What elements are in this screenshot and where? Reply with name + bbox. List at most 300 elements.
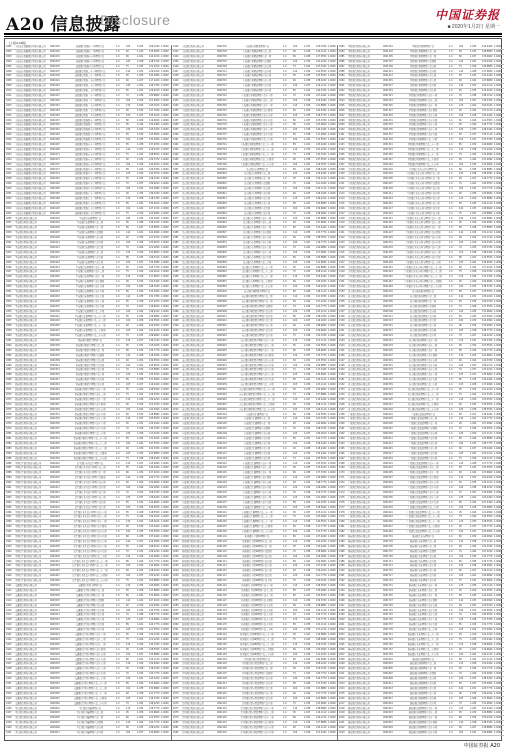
row-code: 0000433 — [50, 540, 64, 545]
row-seq: 1817 — [6, 123, 14, 128]
row-product: 浦发银行聚鑫五十五号理财产品 — [65, 153, 115, 158]
row-value-5: 1.0000 — [494, 246, 504, 251]
row-value-1: 1.0 — [116, 148, 125, 153]
row-value-2: 85 — [459, 437, 469, 442]
row-value-4: 122.3330 — [482, 241, 493, 246]
row-code: 0000327 — [50, 403, 64, 408]
row-company: 广发银行股份有限公司 — [348, 447, 382, 452]
row-value-2: 90 — [126, 324, 136, 329]
row-value-4: 133.4400 — [149, 217, 160, 222]
row-product: 北京银行心喜理财产品十期 — [232, 212, 282, 217]
row-value-3: 1.043 — [137, 388, 148, 393]
row-value-2: 120 — [459, 677, 469, 682]
row-product: 浦发银行聚鑫七十七号理财产品 — [65, 207, 115, 212]
row-product: 北京银行心喜理财产品十二期 — [232, 221, 282, 226]
row-seq: 1827 — [6, 172, 14, 177]
row-code: 0001817 — [383, 697, 397, 702]
row-value-2: 80 — [459, 55, 469, 60]
row-product: 华夏银行增盈理财产品十八期 — [398, 128, 448, 133]
row-value-1: 1.0 — [449, 589, 458, 594]
row-code: 0001125 — [217, 594, 231, 599]
row-company: 兴业银行股份有限公司 — [348, 231, 382, 236]
row-value-2: 100 — [459, 285, 469, 290]
row-product: 浙商银行永乐理财产品二十二期 — [398, 638, 448, 643]
row-value-3: 1.029 — [137, 481, 148, 486]
row-product: 宁波银行汇通理财产品八期 — [232, 447, 282, 452]
row-value-4: 117.2220 — [149, 432, 160, 437]
row-product: 民生银行非凡资产管理产品十期 — [65, 506, 115, 511]
row-value-3: 1.034 — [137, 202, 148, 207]
row-seq: 2154 — [339, 393, 347, 398]
row-value-2: 105 — [459, 506, 469, 511]
row-value-1: 1.0 — [116, 623, 125, 628]
row-value-3: 1.039 — [470, 378, 481, 383]
row-seq: 1929 — [6, 672, 14, 677]
row-code: 0001041 — [217, 511, 231, 516]
row-code: 0001625 — [383, 471, 397, 476]
row-value-3: 1.040 — [137, 251, 148, 256]
row-seq: 1918 — [6, 618, 14, 623]
row-product: 浦发银行聚鑫二十五号理财产品 — [65, 79, 115, 84]
row-value-1: 1.0 — [116, 555, 125, 560]
row-product: 浙商银行永乐理财产品十七期 — [398, 613, 448, 618]
row-code: 0001017 — [217, 452, 231, 457]
row-value-3: 1.029 — [304, 182, 315, 187]
row-product: 平安银行安盈理财产品十三期 — [65, 275, 115, 280]
row-code: 0000331 — [50, 413, 64, 418]
row-company: 渤海银行股份有限公司 — [348, 716, 382, 721]
row-value-5: 1.0000 — [161, 662, 171, 667]
row-company: 北京银行股份有限公司 — [182, 182, 216, 187]
row-value-2: 70 — [459, 491, 469, 496]
row-value-3: 1.029 — [304, 496, 315, 501]
row-product: 浦发银行聚鑫二十三号理财产品 — [65, 74, 115, 79]
row-seq: 1932 — [6, 687, 14, 692]
row-product: 光大银行阳光理财产品十三期 — [398, 349, 448, 354]
row-seq: 1868 — [6, 373, 14, 378]
row-company: 南京银行股份有限公司 — [182, 388, 216, 393]
row-value-3: 1.035 — [137, 530, 148, 535]
row-value-3: 1.042 — [470, 393, 481, 398]
row-seq: 1939 — [6, 721, 14, 726]
row-value-4: 137.7770 — [149, 692, 160, 697]
row-company: 交通银行股份有限公司 — [15, 594, 49, 599]
row-product: 中信银行共赢理财产品六期 — [65, 731, 115, 736]
row-seq: 1920 — [6, 628, 14, 633]
row-company: 宁波银行股份有限公司 — [182, 506, 216, 511]
row-value-3: 1.041 — [470, 104, 481, 109]
row-value-1: 1.0 — [449, 212, 458, 217]
row-company: 杭州银行股份有限公司 — [182, 535, 216, 540]
row-value-4: 117.1020 — [149, 79, 160, 84]
row-code: 0000739 — [217, 138, 231, 143]
row-value-1: 1.0 — [449, 501, 458, 506]
row-product: 宁波银行汇通理财产品十四期 — [232, 476, 282, 481]
row-value-3: 1.028 — [137, 60, 148, 65]
row-seq: 1808 — [6, 79, 14, 84]
row-value-1: 1.0 — [116, 300, 125, 305]
row-seq: 1867 — [6, 368, 14, 373]
row-value-1: 1.0 — [283, 324, 292, 329]
row-code: 0000817 — [217, 207, 231, 212]
row-company: 江苏银行股份有限公司 — [182, 677, 216, 682]
row-product: 宁波银行汇通理财产品十一期 — [232, 462, 282, 467]
row-value-4: 130.2220 — [149, 515, 160, 520]
row-value-1: 1.0 — [449, 648, 458, 653]
row-value-3: 1.028 — [470, 618, 481, 623]
row-code: 0001301 — [383, 45, 397, 50]
row-seq: 1862 — [6, 344, 14, 349]
row-value-2: 120 — [459, 555, 469, 560]
row-value-1: 1.0 — [283, 672, 292, 677]
row-value-1: 1.0 — [449, 408, 458, 413]
row-product: 招商银行朝招金理财产品十二期 — [65, 393, 115, 398]
row-product: 宁波银行汇通理财产品十九期 — [232, 501, 282, 506]
row-value-1: 1.0 — [116, 128, 125, 133]
row-value-4: 134.2220 — [149, 398, 160, 403]
row-value-1: 1.0 — [449, 584, 458, 589]
row-value-4: 133.5550 — [482, 403, 493, 408]
row-product: 交通银行得利宝理财产品十八期 — [65, 667, 115, 672]
row-value-3: 1.027 — [137, 79, 148, 84]
row-value-2: 120 — [126, 677, 136, 682]
row-value-3: 1.039 — [304, 364, 315, 369]
row-value-1: 1.0 — [116, 574, 125, 579]
row-value-4: 135.2220 — [482, 368, 493, 373]
row-value-2: 115 — [293, 520, 303, 525]
row-value-1: 1.0 — [449, 707, 458, 712]
row-code: 0001229 — [217, 726, 231, 731]
row-value-4: 131.7770 — [482, 623, 493, 628]
row-value-3: 1.036 — [137, 398, 148, 403]
row-value-1: 1.0 — [116, 79, 125, 84]
row-seq: 2152 — [339, 383, 347, 388]
row-code: 0000311 — [50, 364, 64, 369]
row-product: 北京银行心喜理财产品十一期 — [232, 217, 282, 222]
row-value-4: 142.8880 — [482, 437, 493, 442]
row-value-4: 125.6660 — [482, 373, 493, 378]
row-value-5: 1.0000 — [161, 555, 171, 560]
row-value-3: 1.028 — [470, 226, 481, 231]
row-code: 0001305 — [383, 55, 397, 60]
row-value-1: 1.0 — [283, 202, 292, 207]
row-company: 浙商银行股份有限公司 — [348, 564, 382, 569]
row-value-1: 1.0 — [283, 275, 292, 280]
row-seq: 2104 — [339, 148, 347, 153]
row-value-5: 1.0000 — [161, 60, 171, 65]
row-value-2: 105 — [293, 329, 303, 334]
row-value-1: 1.0 — [449, 628, 458, 633]
row-value-4: 127.9990 — [482, 422, 493, 427]
row-value-2: 90 — [293, 481, 303, 486]
row-code: 0000207 — [50, 231, 64, 236]
row-value-2: 105 — [293, 187, 303, 192]
row-product: 招商银行朝招金理财产品 — [65, 339, 115, 344]
row-value-5: 1.0000 — [328, 70, 338, 75]
row-value-3: 1.032 — [304, 329, 315, 334]
row-value-3: 1.038 — [470, 172, 481, 177]
row-company: 浙商银行股份有限公司 — [348, 618, 382, 623]
row-code: 0000833 — [217, 246, 231, 251]
row-value-3: 1.038 — [470, 643, 481, 648]
row-company: 广发银行股份有限公司 — [348, 427, 382, 432]
row-company: 上海银行股份有限公司 — [182, 65, 216, 70]
row-value-2: 105 — [293, 574, 303, 579]
row-value-3: 1.034 — [304, 452, 315, 457]
row-code: 0001533 — [383, 368, 397, 373]
row-product: 广发银行薪加薪理财产品五期 — [398, 432, 448, 437]
row-product: 江苏银行聚宝财富理财产品九期 — [232, 697, 282, 702]
row-value-4: 138.3330 — [482, 721, 493, 726]
row-value-3: 1.040 — [304, 658, 315, 663]
row-value-1: 1.0 — [116, 388, 125, 393]
row-product: 平安银行安盈理财产品十六期 — [65, 290, 115, 295]
row-value-5: 1.0000 — [494, 221, 504, 226]
row-value-3: 1.029 — [304, 339, 315, 344]
row-value-5: 1.0000 — [161, 378, 171, 383]
row-value-2: 70 — [126, 550, 136, 555]
row-value-2: 85 — [293, 256, 303, 261]
row-value-2: 110 — [293, 231, 303, 236]
row-product: 广发银行薪加薪理财产品十七期 — [398, 491, 448, 496]
row-company: 上海浦东发展银行股份有限公司 — [15, 74, 49, 79]
row-value-2: 85 — [293, 202, 303, 207]
row-value-1: 1.0 — [283, 530, 292, 535]
row-value-1: 1.0 — [283, 579, 292, 584]
row-value-5: 1.0000 — [161, 359, 171, 364]
row-value-3: 1.029 — [470, 511, 481, 516]
row-value-5: 1.0000 — [494, 55, 504, 60]
row-value-5: 1.0000 — [328, 417, 338, 422]
row-product: 广发银行薪加薪理财产品十四期 — [398, 476, 448, 481]
row-company: 华夏银行股份有限公司 — [348, 99, 382, 104]
row-value-5: 1.0000 — [494, 207, 504, 212]
row-value-3: 1.037 — [470, 604, 481, 609]
row-seq: 1885 — [6, 457, 14, 462]
row-value-4: 133.5550 — [316, 74, 327, 79]
row-value-4: 136.2220 — [316, 197, 327, 202]
row-value-5: 1.0000 — [161, 550, 171, 555]
row-value-4: 127.2220 — [482, 266, 493, 271]
row-seq: 2129 — [339, 270, 347, 275]
row-value-1: 1.0 — [449, 290, 458, 295]
row-code: 0000201 — [50, 217, 64, 222]
row-value-4: 116.1110 — [482, 569, 493, 574]
row-value-1: 1.0 — [283, 711, 292, 716]
row-value-3: 1.029 — [137, 324, 148, 329]
row-value-3: 1.036 — [304, 569, 315, 574]
row-value-3: 1.034 — [304, 687, 315, 692]
row-value-1: 1.0 — [449, 476, 458, 481]
row-code: 0001329 — [383, 114, 397, 119]
row-product: 中信银行共赢理财产品四期 — [65, 721, 115, 726]
row-value-1: 1.0 — [116, 256, 125, 261]
row-value-3: 1.035 — [470, 716, 481, 721]
row-product: 渤海银行渤盈理财产品九期 — [398, 697, 448, 702]
row-value-4: 138.1020 — [149, 221, 160, 226]
row-company: 平安银行股份有限公司 — [15, 334, 49, 339]
row-value-4: 147.3330 — [482, 393, 493, 398]
row-value-2: 85 — [126, 202, 136, 207]
row-value-4: 147.9990 — [482, 158, 493, 163]
row-value-2: 95 — [459, 74, 469, 79]
row-value-2: 90 — [126, 158, 136, 163]
row-value-3: 1.027 — [304, 319, 315, 324]
row-value-4: 125.2220 — [316, 280, 327, 285]
row-product: 杭州银行幸福99理财产品十七期 — [232, 613, 282, 618]
row-value-3: 1.041 — [137, 55, 148, 60]
row-product: 南京银行珠联璧合理财产品二十三期 — [232, 398, 282, 403]
row-product: 华夏银行增盈理财产品二十三期 — [398, 153, 448, 158]
row-value-1: 1.0 — [116, 618, 125, 623]
row-seq: 1848 — [6, 275, 14, 280]
row-company: 杭州银行股份有限公司 — [182, 584, 216, 589]
row-seq: 1942 — [173, 45, 181, 50]
row-value-2: 120 — [459, 432, 469, 437]
row-value-1: 1.0 — [283, 192, 292, 197]
row-company: 上海银行股份有限公司 — [182, 114, 216, 119]
row-company: 渤海银行股份有限公司 — [348, 726, 382, 731]
row-value-4: 123.8880 — [149, 368, 160, 373]
row-product: 平安银行安盈理财产品四期 — [65, 231, 115, 236]
row-value-3: 1.038 — [137, 300, 148, 305]
row-product: 浙商银行永乐理财产品八期 — [398, 569, 448, 574]
row-code: 0001121 — [217, 584, 231, 589]
row-value-1: 1.0 — [449, 344, 458, 349]
row-value-5: 1.0000 — [328, 623, 338, 628]
row-code: 0000211 — [50, 241, 64, 246]
row-product: 招商银行朝招金理财产品八期 — [65, 373, 115, 378]
row-value-3: 1.027 — [137, 618, 148, 623]
row-company: 南京银行股份有限公司 — [182, 408, 216, 413]
row-value-1: 1.0 — [283, 393, 292, 398]
row-product: 光大银行阳光理财产品二十四期 — [398, 403, 448, 408]
row-value-1: 1.0 — [116, 501, 125, 506]
row-seq: 2040 — [173, 525, 181, 530]
row-company: 兴业银行股份有限公司 — [348, 197, 382, 202]
row-value-1: 1.0 — [449, 123, 458, 128]
row-company: 光大银行股份有限公司 — [348, 388, 382, 393]
row-value-3: 1.033 — [304, 270, 315, 275]
row-company: 浙商银行股份有限公司 — [348, 550, 382, 555]
row-value-4: 131.9990 — [482, 702, 493, 707]
row-company: 中国民生银行股份有限公司 — [15, 560, 49, 565]
row-value-5: 1.0000 — [328, 373, 338, 378]
row-value-2: 80 — [126, 226, 136, 231]
row-value-5: 1.0000 — [161, 466, 171, 471]
row-seq: 2001 — [173, 334, 181, 339]
row-value-1: 1.0 — [116, 207, 125, 212]
row-company: 华夏银行股份有限公司 — [348, 109, 382, 114]
row-value-1: 1.0 — [449, 315, 458, 320]
row-value-2: 100 — [293, 731, 303, 736]
row-value-1: 1.0 — [116, 251, 125, 256]
row-company: 招商银行股份有限公司 — [15, 349, 49, 354]
row-product: 光大银行阳光理财产品十二期 — [398, 344, 448, 349]
row-seq: 1922 — [6, 638, 14, 643]
row-value-4: 131.2220 — [482, 388, 493, 393]
row-value-1: 1.0 — [116, 305, 125, 310]
row-product: 广发银行薪加薪理财产品十八期 — [398, 496, 448, 501]
row-value-4: 142.8880 — [316, 266, 327, 271]
row-company: 北京银行股份有限公司 — [182, 236, 216, 241]
row-seq: 2223 — [339, 731, 347, 736]
row-value-3: 1.039 — [137, 74, 148, 79]
row-product: 南京银行珠联璧合理财产品十一期 — [232, 339, 282, 344]
row-seq: 1947 — [173, 70, 181, 75]
row-product: 渤海银行渤盈理财产品七期 — [398, 687, 448, 692]
row-seq: 2041 — [173, 530, 181, 535]
row-value-4: 117.4440 — [316, 368, 327, 373]
row-value-5: 1.0000 — [494, 94, 504, 99]
row-product: 上海银行易精灵理财产品二十二期 — [232, 148, 282, 153]
row-value-4: 134.5550 — [316, 413, 327, 418]
row-code: 0000937 — [217, 378, 231, 383]
row-product: 广发银行薪加薪理财产品十期 — [398, 457, 448, 462]
row-value-3: 1.030 — [304, 226, 315, 231]
row-value-2: 75 — [459, 65, 469, 70]
row-value-5: 1.0000 — [161, 94, 171, 99]
row-seq: 2150 — [339, 373, 347, 378]
row-value-3: 1.038 — [470, 329, 481, 334]
row-code: 0001511 — [383, 315, 397, 320]
row-value-5: 1.0000 — [161, 168, 171, 173]
row-company: 招商银行股份有限公司 — [15, 413, 49, 418]
row-company: 浙商银行股份有限公司 — [348, 628, 382, 633]
row-value-2: 80 — [126, 471, 136, 476]
row-value-1: 1.0 — [449, 555, 458, 560]
row-product: 华夏银行增盈理财产品十二期 — [398, 99, 448, 104]
row-code: 0001049 — [217, 530, 231, 535]
row-company: 交通银行股份有限公司 — [15, 662, 49, 667]
row-value-4: 147.8880 — [482, 79, 493, 84]
row-value-5: 1.0000 — [161, 212, 171, 217]
row-value-5: 1.0000 — [161, 241, 171, 246]
row-value-2: 85 — [459, 143, 469, 148]
row-code: 0001203 — [217, 662, 231, 667]
row-code: 0001145 — [217, 643, 231, 648]
row-value-3: 1.030 — [470, 555, 481, 560]
row-value-5: 1.0000 — [161, 408, 171, 413]
row-seq: 2131 — [339, 280, 347, 285]
row-seq: 1951 — [173, 89, 181, 94]
row-value-2: 70 — [126, 491, 136, 496]
row-value-2: 130 — [459, 84, 469, 89]
row-value-2: 110 — [459, 417, 469, 422]
row-value-4: 116.1110 — [316, 84, 327, 89]
row-product: 兴业银行天天万利宝理财产品二十四期 — [398, 280, 448, 285]
row-code: 0000169 — [50, 148, 64, 153]
row-value-4: 128.7770 — [316, 114, 327, 119]
row-code: 0000819 — [217, 212, 231, 217]
row-seq: 2182 — [339, 530, 347, 535]
row-value-1: 1.0 — [116, 589, 125, 594]
row-company: 交通银行股份有限公司 — [15, 584, 49, 589]
row-company: 上海银行股份有限公司 — [182, 133, 216, 138]
row-value-4: 131.6660 — [482, 310, 493, 315]
row-value-5: 1.0000 — [494, 496, 504, 501]
row-company: 浙商银行股份有限公司 — [348, 560, 382, 565]
row-value-4: 119.9050 — [149, 119, 160, 124]
row-seq: 1934 — [6, 697, 14, 702]
row-value-1: 1.0 — [116, 466, 125, 471]
row-seq: 2058 — [173, 613, 181, 618]
row-value-1: 1.0 — [116, 266, 125, 271]
row-value-1: 1.0 — [449, 378, 458, 383]
row-code: 0000313 — [50, 368, 64, 373]
row-value-1: 1.0 — [449, 417, 458, 422]
row-value-1: 1.0 — [116, 697, 125, 702]
